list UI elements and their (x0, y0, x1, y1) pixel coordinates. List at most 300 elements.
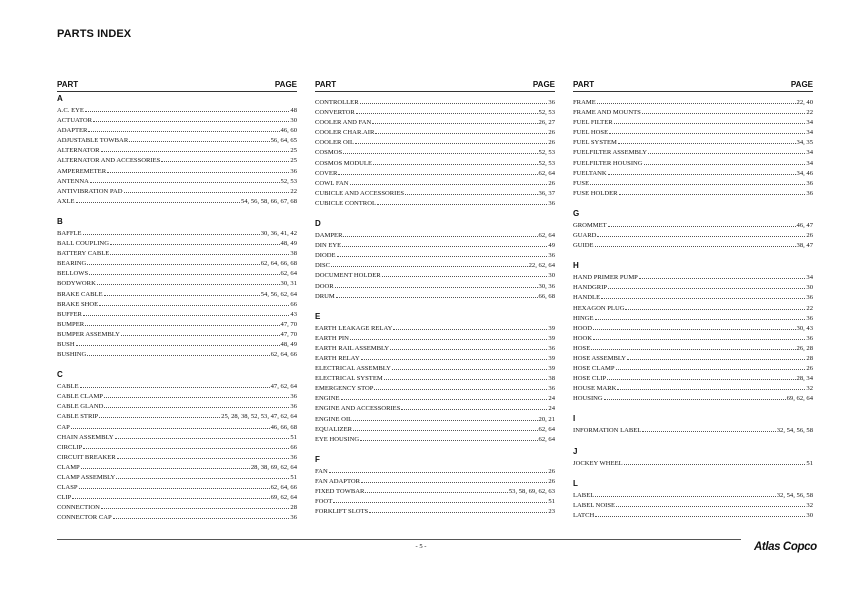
page-refs: 26 (548, 477, 555, 485)
page-refs: 69, 62, 64 (270, 494, 297, 502)
column-body (573, 92, 813, 519)
dot-leader (350, 332, 548, 340)
index-column-2 (315, 80, 555, 515)
part-name: A.C. EYE (57, 107, 84, 114)
part-name: ALTERNATOR AND ACCESSORIES (57, 157, 161, 165)
dot-leader (85, 318, 279, 326)
part-name: HOOD (573, 324, 593, 332)
part-name: CLIP (57, 494, 72, 502)
index-entry (315, 197, 555, 207)
dot-leader (614, 116, 806, 124)
page-refs: 22 (290, 187, 297, 195)
dot-leader (608, 219, 796, 227)
page-refs: 30, 43 (796, 324, 813, 332)
part-name: ALTERNATOR (57, 147, 100, 155)
section-letter: D (315, 219, 321, 229)
index-entry (315, 187, 555, 197)
index-entry (573, 424, 813, 434)
page-refs: 34 (806, 159, 813, 167)
page-refs: 62, 64 (538, 435, 555, 443)
page-refs: 32 (806, 385, 813, 393)
page-refs: 53, 58, 69, 62, 63 (508, 488, 555, 495)
page-refs: 36, 37 (538, 189, 555, 197)
dot-leader (99, 410, 220, 418)
page-refs: 25 (290, 147, 297, 155)
index-entry (315, 106, 555, 116)
index-entry (315, 465, 555, 475)
index-entry (315, 249, 555, 259)
index-entry (315, 167, 555, 177)
part-name: EARTH RELAY (315, 354, 360, 362)
part-name: CLASP (57, 484, 78, 492)
page-refs: 66 (290, 300, 297, 308)
index-entry (573, 352, 813, 362)
dot-leader (361, 475, 547, 483)
dot-leader (374, 382, 547, 390)
page-refs: 30, 36, 41, 42 (260, 229, 297, 237)
page-refs: 62, 64 (538, 169, 555, 177)
part-name: ADAPTER (57, 127, 88, 135)
page-refs: 36 (548, 385, 555, 393)
index-entry (315, 229, 555, 239)
dot-leader (83, 308, 289, 316)
index-entry (57, 421, 297, 431)
part-name: CONTROLLER (315, 99, 359, 106)
column-header (57, 80, 297, 90)
part-name: DIN EYE (315, 242, 342, 250)
page-refs: 36 (290, 453, 297, 461)
part-name: COSMOS (315, 149, 343, 157)
page-refs: 66, 68 (538, 292, 555, 300)
part-name: HOSE (573, 344, 591, 352)
index-entry (57, 390, 297, 400)
dot-leader (625, 302, 805, 310)
index-entry (573, 302, 813, 312)
part-name: INFORMATION LABEL (573, 427, 642, 435)
index-entry (573, 382, 813, 392)
dot-leader (593, 322, 795, 330)
dot-leader (405, 187, 537, 195)
dot-leader (360, 433, 537, 441)
page-refs: 49 (548, 242, 555, 250)
part-name: BUSH (57, 340, 75, 348)
page-refs: 38, 47 (796, 242, 813, 250)
dot-leader (593, 332, 805, 340)
dot-leader (85, 104, 289, 112)
index-entry (315, 269, 555, 279)
dot-leader (382, 269, 548, 277)
page-refs: 22, 40 (796, 99, 813, 106)
dot-leader (375, 126, 547, 134)
index-entry (573, 271, 813, 281)
index-entry (573, 362, 813, 372)
dot-leader (338, 167, 537, 175)
index-entry (315, 239, 555, 249)
page-refs: 36 (290, 403, 297, 411)
page-refs: 52, 53 (280, 177, 297, 185)
index-entry (315, 485, 555, 495)
index-entry (315, 495, 555, 505)
page-refs: 48, 49 (280, 340, 297, 348)
part-name: LATCH (573, 511, 595, 519)
index-entry (315, 126, 555, 136)
page-header: PAGE (274, 80, 297, 89)
page-refs: 39 (548, 334, 555, 342)
part-name: HOSE CLAMP (573, 365, 615, 373)
index-entry (573, 136, 813, 146)
page-refs: 30, 31 (280, 280, 297, 288)
page-refs: 36 (548, 99, 555, 106)
index-column-1 (57, 80, 297, 521)
index-entry (315, 413, 555, 423)
part-name: HOOK (573, 334, 593, 342)
page-refs: 62, 64, 66, 68 (260, 260, 297, 268)
part-name: BAFFLE (57, 229, 82, 237)
part-name: FRAME AND MOUNTS (573, 109, 641, 117)
part-name: ENGINE (315, 395, 340, 403)
dot-leader (353, 423, 538, 431)
dot-leader (373, 157, 538, 165)
index-entry (57, 400, 297, 410)
index-entry (315, 475, 555, 485)
dot-leader (76, 195, 240, 203)
part-name: LABEL NOISE (573, 501, 616, 509)
dot-leader (129, 134, 269, 142)
part-name: DRUM (315, 292, 335, 300)
part-name: EYE HOUSING (315, 435, 360, 443)
part-name: FOOT (315, 498, 333, 506)
part-name: CAP (57, 423, 70, 431)
index-entry (57, 328, 297, 338)
page-refs: 62, 64 (538, 232, 555, 240)
part-name: AXLE (57, 197, 75, 205)
dot-leader (604, 392, 786, 400)
section-letter: A (57, 94, 63, 103)
page-refs: 51 (290, 433, 297, 441)
part-name: FAN ADAPTOR (315, 477, 361, 485)
part-name: HANDLE (573, 294, 601, 302)
page-refs: 30 (806, 284, 813, 292)
page-refs: 26 (806, 365, 813, 373)
column-header (573, 80, 813, 90)
index-entry (57, 501, 297, 511)
part-name: HOUSE MARK (573, 385, 617, 393)
part-name: CABLE STRIP (57, 413, 99, 421)
dot-leader (595, 312, 806, 320)
dot-leader (76, 338, 280, 346)
footer-rule (57, 539, 741, 540)
page-refs: 51 (806, 459, 813, 467)
index-entry (573, 219, 813, 229)
index-entry (573, 499, 813, 509)
part-name: COSMOS MODULE (315, 159, 372, 167)
part-name: ADJUSTABLE TOWBAR (57, 137, 129, 145)
part-name: CABLE GLAND (57, 403, 104, 411)
dot-leader (639, 271, 806, 279)
dot-leader (619, 187, 806, 195)
part-name: FUSE (573, 179, 590, 187)
dot-leader (350, 177, 548, 185)
dot-leader (113, 511, 290, 519)
page-refs: 36 (290, 514, 297, 522)
page-refs: 47, 70 (280, 330, 297, 338)
dot-leader (609, 126, 805, 134)
index-entry (573, 167, 813, 177)
index-entry (315, 433, 555, 443)
dot-leader (601, 291, 805, 299)
page-refs: 34 (806, 119, 813, 127)
part-name: BUMPER ASSEMBLY (57, 330, 120, 338)
dot-leader (329, 465, 548, 473)
part-name: FUELTANK (573, 169, 607, 177)
page-refs: 36 (548, 344, 555, 352)
dot-leader (110, 237, 280, 245)
page-refs: 26 (548, 179, 555, 187)
index-entry (573, 392, 813, 402)
part-header: PART (573, 80, 595, 89)
index-entry (315, 352, 555, 362)
page-header: PAGE (532, 80, 555, 89)
page-number: - 5 - (415, 543, 427, 550)
page-refs: 66 (290, 443, 297, 451)
page-refs: 28, 34 (796, 375, 813, 383)
page-refs: 38 (290, 250, 297, 258)
dot-leader (83, 227, 260, 235)
page-refs: 46, 47 (796, 221, 813, 229)
page-refs: 34, 35 (796, 139, 813, 147)
dot-leader (88, 124, 279, 132)
page-refs: 34 (806, 274, 813, 282)
part-name: BUFFER (57, 310, 82, 318)
part-name: FUEL SYSTEM (573, 139, 617, 147)
index-entry (57, 175, 297, 185)
index-entry (315, 96, 555, 106)
part-name: COOLER CHAR.AIR (315, 129, 375, 137)
part-name: CABLE (57, 383, 79, 391)
dot-leader (607, 372, 795, 380)
page-refs: 28 (290, 504, 297, 512)
index-entry (57, 165, 297, 175)
index-entry (573, 372, 813, 382)
page-refs: 26 (806, 232, 813, 240)
page-refs: 25, 28, 38, 52, 53, 47, 62, 64 (221, 413, 297, 421)
part-name: DOOR (315, 282, 334, 290)
page-refs: 36 (290, 393, 297, 401)
page-refs: 43 (290, 310, 297, 318)
part-name: EQUALIZER (315, 425, 352, 433)
index-entry (573, 312, 813, 322)
page-refs: 24 (548, 395, 555, 403)
index-entry (315, 382, 555, 392)
index-entry (573, 229, 813, 239)
column-header (315, 80, 555, 90)
index-entry (573, 157, 813, 167)
index-entry (57, 451, 297, 461)
section-letter: J (573, 446, 578, 456)
part-name: COWL FAN (315, 179, 349, 187)
page-refs: 36 (806, 179, 813, 187)
index-entry (57, 298, 297, 308)
part-name: JOCKEY WHEEL (573, 459, 623, 467)
index-entry (315, 332, 555, 342)
index-entry (573, 116, 813, 126)
part-name: HEXAGON PLUG (573, 304, 625, 312)
part-name: ENGINE OIL (315, 415, 353, 423)
page-refs: 26, 27 (538, 119, 555, 127)
column-body (315, 92, 555, 515)
section-letter: I (573, 414, 576, 424)
page-refs: 38 (548, 375, 555, 383)
dot-leader (356, 106, 538, 114)
page-refs: 36 (548, 252, 555, 260)
dot-leader (83, 441, 289, 449)
dot-leader (72, 491, 269, 499)
page-refs: 62, 64 (280, 270, 297, 278)
index-entry (57, 481, 297, 491)
dot-leader (104, 288, 260, 296)
dot-leader (369, 505, 547, 513)
page-refs: 46, 60 (280, 127, 297, 135)
dot-leader (117, 451, 290, 459)
index-entry (573, 281, 813, 291)
part-name: HAND PRIMER PUMP (573, 274, 638, 282)
dot-leader (104, 400, 289, 408)
dot-leader (101, 144, 290, 152)
index-entry (57, 267, 297, 277)
index-entry (573, 342, 813, 352)
dot-leader (335, 280, 538, 288)
part-name: GUIDE (573, 242, 594, 250)
index-entry (315, 322, 555, 332)
part-name: CONNECTOR CAP (57, 514, 112, 522)
column-body (57, 92, 297, 521)
page-refs: 36 (806, 294, 813, 302)
page-refs: 52, 53 (538, 149, 555, 157)
section-letter: C (57, 370, 63, 380)
part-name: CIRCUIT BREAKER (57, 453, 116, 461)
index-entry (573, 126, 813, 136)
part-name: FIXED TOWBAR (315, 488, 365, 495)
page-refs: 32, 54, 56, 58 (776, 491, 813, 499)
index-entry (315, 342, 555, 352)
part-name: CLAMP ASSEMBLY (57, 474, 116, 481)
page-refs: 30 (290, 117, 297, 125)
dot-leader (648, 146, 805, 154)
part-name: BEARING (57, 260, 87, 268)
index-entry (315, 505, 555, 515)
page-refs: 48 (290, 107, 297, 114)
dot-leader (624, 457, 806, 465)
part-name: HOUSING (573, 395, 603, 403)
dot-leader (618, 136, 796, 144)
page-refs: 26, 28 (796, 344, 813, 352)
dot-leader (608, 167, 796, 175)
dot-leader (608, 281, 805, 289)
part-name: DIODE (315, 252, 336, 260)
dot-leader (99, 298, 289, 306)
dot-leader (616, 362, 806, 370)
page-title: PARTS INDEX (57, 28, 132, 40)
part-name: FRAME (573, 99, 596, 106)
index-entry (57, 185, 297, 195)
part-name: EARTH RAIL ASSEMBLY (315, 344, 390, 352)
dot-leader (390, 342, 547, 350)
dot-leader (372, 116, 537, 124)
dot-leader (590, 177, 805, 185)
page-refs: 62, 64, 66 (270, 484, 297, 492)
part-name: BRAKE CABLE (57, 290, 103, 298)
dot-leader (597, 229, 805, 237)
part-name: LABEL (573, 491, 595, 499)
page-refs: 47, 70 (280, 320, 297, 328)
page-refs: 39 (548, 324, 555, 332)
part-name: DOCUMENT HOLDER (315, 272, 381, 280)
page-refs: 36 (806, 189, 813, 197)
index-entry (315, 259, 555, 269)
part-name: BRAKE SHOE (57, 300, 99, 308)
dot-leader (333, 495, 547, 503)
index-entry (315, 280, 555, 290)
page-refs: 39 (548, 365, 555, 373)
dot-leader (71, 421, 270, 429)
part-name: ELECTRICAL SYSTEM (315, 375, 383, 383)
dot-leader (384, 372, 548, 380)
dot-leader (121, 328, 280, 336)
index-entry (57, 461, 297, 471)
dot-leader (336, 290, 538, 298)
dot-leader (361, 352, 548, 360)
index-entry (315, 177, 555, 187)
dot-leader (597, 96, 796, 104)
page-refs: 46, 66, 68 (270, 423, 297, 431)
page-refs: 32 (806, 501, 813, 509)
index-entry (573, 187, 813, 197)
dot-leader (81, 461, 250, 469)
page-refs: 36 (806, 314, 813, 322)
part-name: HOSE ASSEMBLY (573, 354, 627, 362)
page-refs: 62, 64, 66 (270, 351, 297, 359)
dot-leader (80, 380, 270, 388)
part-header: PART (315, 80, 337, 89)
page-refs: 28, 38, 69, 62, 64 (250, 463, 297, 471)
dot-leader (343, 229, 537, 237)
index-entry (57, 348, 297, 358)
dot-leader (616, 499, 805, 507)
index-entry (57, 154, 297, 164)
part-name: ACTUATOR (57, 117, 93, 125)
index-entry (57, 308, 297, 318)
part-name: FUEL FILTER (573, 119, 613, 127)
dot-leader (401, 402, 547, 410)
dot-leader (644, 157, 806, 165)
index-entry (573, 322, 813, 332)
index-entry (57, 338, 297, 348)
part-name: CIRCLIP (57, 443, 83, 451)
page-refs: 30 (548, 272, 555, 280)
index-entry (57, 124, 297, 134)
page-refs: 25 (290, 157, 297, 165)
part-name: CONVERTOR (315, 109, 355, 117)
page-refs: 51 (548, 498, 555, 506)
part-name: FUSE HOLDER (573, 189, 618, 197)
part-name: EMERGENCY STOP (315, 385, 374, 393)
index-entry (573, 291, 813, 301)
dot-leader (642, 106, 806, 114)
dot-leader (355, 136, 547, 144)
section-letter: L (573, 478, 578, 488)
part-name: COVER (315, 169, 338, 177)
part-name: CUBICLE CONTROL (315, 199, 376, 207)
